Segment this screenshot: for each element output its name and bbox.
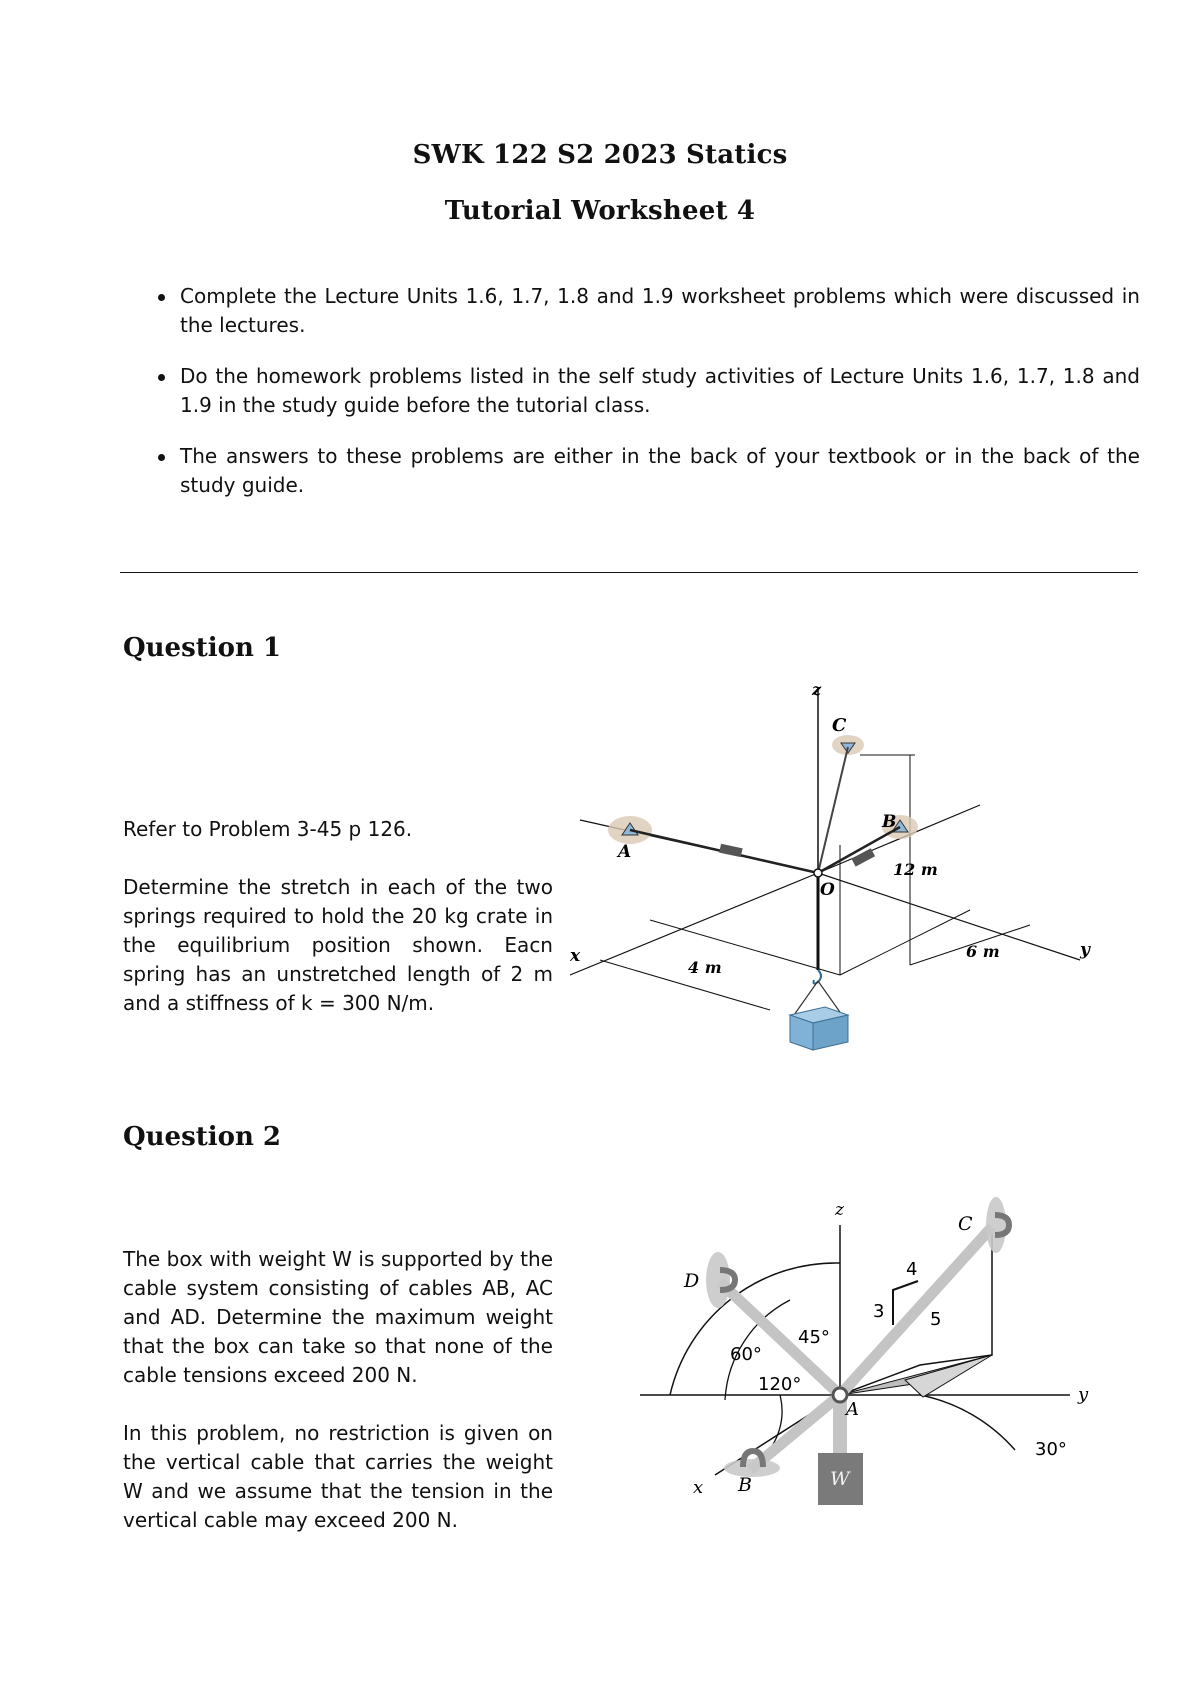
- point-d-label: D: [684, 1270, 700, 1292]
- ground-line: [650, 920, 840, 975]
- axis-x-label: x: [570, 946, 581, 966]
- y-axis-line: [818, 873, 1080, 960]
- slope-3-label: 3: [873, 1301, 885, 1322]
- weight-label: W: [830, 1468, 850, 1490]
- document-title: SWK 122 S2 2023 Statics: [412, 140, 788, 170]
- axis-z-label: z: [812, 680, 822, 699]
- angle-120-label: 120°: [758, 1374, 802, 1395]
- angle-arc-30: [920, 1395, 1015, 1450]
- axis-z-label: z: [835, 1200, 844, 1220]
- instruction-item: Complete the Lecture Units 1.6, 1.7, 1.8 and 1.9 worksheet problems which were discussed in the lectures.: [150, 282, 1140, 340]
- point-c-label: C: [958, 1213, 973, 1235]
- support-c-plate: [986, 1197, 1006, 1253]
- cable-ob: [818, 827, 900, 873]
- axis-y-label: y: [1078, 1384, 1089, 1405]
- point-b-label: B: [882, 812, 897, 832]
- slope-4-label: 4: [906, 1259, 918, 1280]
- question-2-text: [123, 1245, 553, 1564]
- slope-5-label: 5: [930, 1309, 942, 1330]
- angle-45-label: 45°: [798, 1327, 830, 1348]
- question-2-body: The box with weight W is supported by the cable system consisting of cables AB, AC and AD. Determine the maximum weight that the box can take so that none of the cable tensions exceed 200 N.: [123, 1247, 553, 1387]
- support-d-plate: [706, 1252, 730, 1308]
- origin-label: O: [820, 880, 835, 900]
- dimension-y-label: 6 m: [966, 942, 1000, 961]
- dimension-x-label: 4 m: [688, 958, 722, 977]
- support-b-plate: [724, 1459, 780, 1477]
- axis-y-label: y: [1080, 940, 1090, 960]
- question-1-figure: [570, 675, 1130, 1065]
- question-1-reference: Refer to Problem 3-45 p 126.: [123, 817, 413, 841]
- cable-oc: [818, 747, 848, 873]
- ring-a: [833, 1388, 847, 1402]
- origin-ring: [814, 869, 822, 877]
- question-1-body: Determine the stretch in each of the two springs required to hold the 20 kg crate in the equilibrium position shown. Eacn spring has an unstretched length of 2 m and a stiffness of k = 300 N/m.: [123, 875, 553, 1015]
- axis-x-label: x: [693, 1477, 704, 1498]
- point-c-label: C: [832, 715, 847, 736]
- dimension-height-label: 12 m: [893, 860, 938, 879]
- question-2-figure: [640, 1175, 1130, 1540]
- instruction-item: The answers to these problems are either in the back of your textbook or in the back of the study guide.: [150, 442, 1140, 500]
- question-2-heading: Question 2: [123, 1122, 282, 1152]
- point-a-label: A: [846, 1399, 859, 1420]
- angle-60-label: 60°: [730, 1344, 762, 1365]
- point-a-label: A: [618, 842, 632, 862]
- instruction-item: Do the homework problems listed in the self study activities of Lecture Units 1.6, 1.7, 1.8 and 1.9 in the study guide before the tutorial class.: [150, 362, 1140, 420]
- question-2-note: In this problem, no restriction is given on the vertical cable that carries the weight W and we assume that the tension in the vertical cable may exceed 200 N.: [123, 1421, 553, 1532]
- instructions-list: [150, 282, 1140, 522]
- question-1-text: [123, 815, 553, 1047]
- question-1-heading: Question 1: [123, 633, 282, 663]
- document-subtitle: Tutorial Worksheet 4: [444, 196, 756, 226]
- section-divider: [120, 572, 1138, 573]
- cable-ac: [840, 1227, 992, 1395]
- dimension-x-line: [600, 960, 770, 1010]
- ground-line: [840, 910, 970, 975]
- point-b-label: B: [738, 1474, 752, 1496]
- angle-30-label: 30°: [1035, 1439, 1067, 1460]
- spring-a-icon: [719, 844, 742, 857]
